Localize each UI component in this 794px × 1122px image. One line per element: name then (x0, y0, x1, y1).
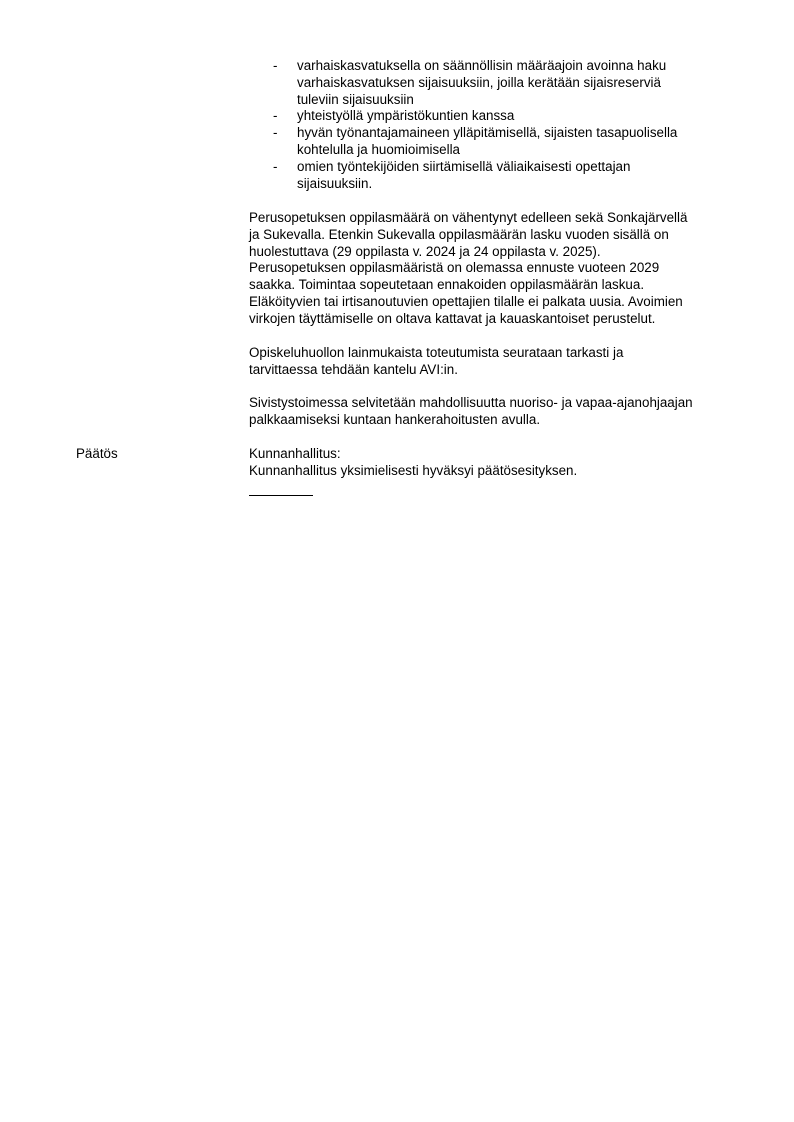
paragraph-line: Opiskeluhuollon lainmukaista toteutumista seurataan tarkasti ja (249, 345, 624, 360)
bullet-line: varhaiskasvatuksella on säännöllisin määräajoin avoinna haku (297, 58, 667, 73)
bullet-line: hyvän työnantajamaineen ylläpitämisellä, sijaisten tasapuolisella (297, 125, 678, 141)
decision-text (249, 446, 739, 480)
bullet-line: yhteistyöllä ympäristökuntien kanssa (297, 108, 515, 124)
paragraph-line: Eläköityvien tai irtisanoutuvien opettajien tilalle ei palkata uusia. Avoimien (249, 293, 683, 309)
paragraph-line: Sivistystoimessa selvitetään mahdollisuutta nuoriso- ja vapaa-ajanohjaajan (249, 395, 693, 410)
bullet-line: tuleviin sijaisuuksiin (297, 91, 414, 107)
paragraph-line: saakka. Toimintaa sopeutetaan ennakoiden oppilasmäärän laskua. (249, 277, 645, 293)
bullet-line: omien työntekijöiden siirtämisellä väliaikaisesti opettajan (297, 158, 631, 174)
paragraph-line: huolestuttava (29 oppilasta v. 2024 ja 24 oppilasta v. 2025). (249, 243, 601, 259)
bullet-dash: - (273, 108, 278, 124)
bullet-line: sijaisuuksiin. (297, 175, 373, 191)
bullet-item (249, 58, 729, 108)
paragraph-line: tarvittaessa tehdään kantelu AVI:in. (249, 361, 458, 377)
paragraph-line: virkojen täyttämiselle on oltava kattavat ja kauaskantoiset perustelut. (249, 310, 656, 326)
measures-bullet-list (249, 58, 729, 192)
pupil-count-paragraph (249, 210, 739, 328)
decision-line: Kunnanhallitus yksimielisesti hyväksyi päätösesityksen. (249, 462, 578, 478)
paragraph-line: palkkaamiseksi kuntaan hankerahoitusten avulla. (249, 411, 541, 427)
bullet-item (249, 159, 729, 193)
bullet-line: kohtelulla ja huomioimisella (297, 141, 461, 157)
closing-rule (249, 495, 313, 496)
paragraph-line: Perusopetuksen oppilasmääristä on olemassa ennuste vuoteen 2029 (249, 260, 660, 276)
youth-instructor-paragraph (249, 395, 739, 429)
bullet-dash: - (273, 158, 278, 174)
bullet-dash: - (273, 125, 278, 141)
decision-line: Kunnanhallitus: (249, 446, 341, 461)
decision-label: Päätös (76, 446, 118, 461)
bullet-item (249, 108, 729, 125)
paragraph-line: ja Sukevalla. Etenkin Sukevalla oppilasmäärän lasku vuoden sisällä on (249, 226, 669, 242)
bullet-line: varhaiskasvatuksen sijaisuuksiin, joilla kerätään sijaisreserviä (297, 74, 661, 90)
paragraph-line: Perusopetuksen oppilasmäärä on vähentynyt edelleen sekä Sonkajärvellä (249, 210, 688, 225)
student-welfare-paragraph (249, 345, 739, 379)
bullet-item (249, 125, 729, 159)
bullet-dash: - (273, 58, 278, 73)
